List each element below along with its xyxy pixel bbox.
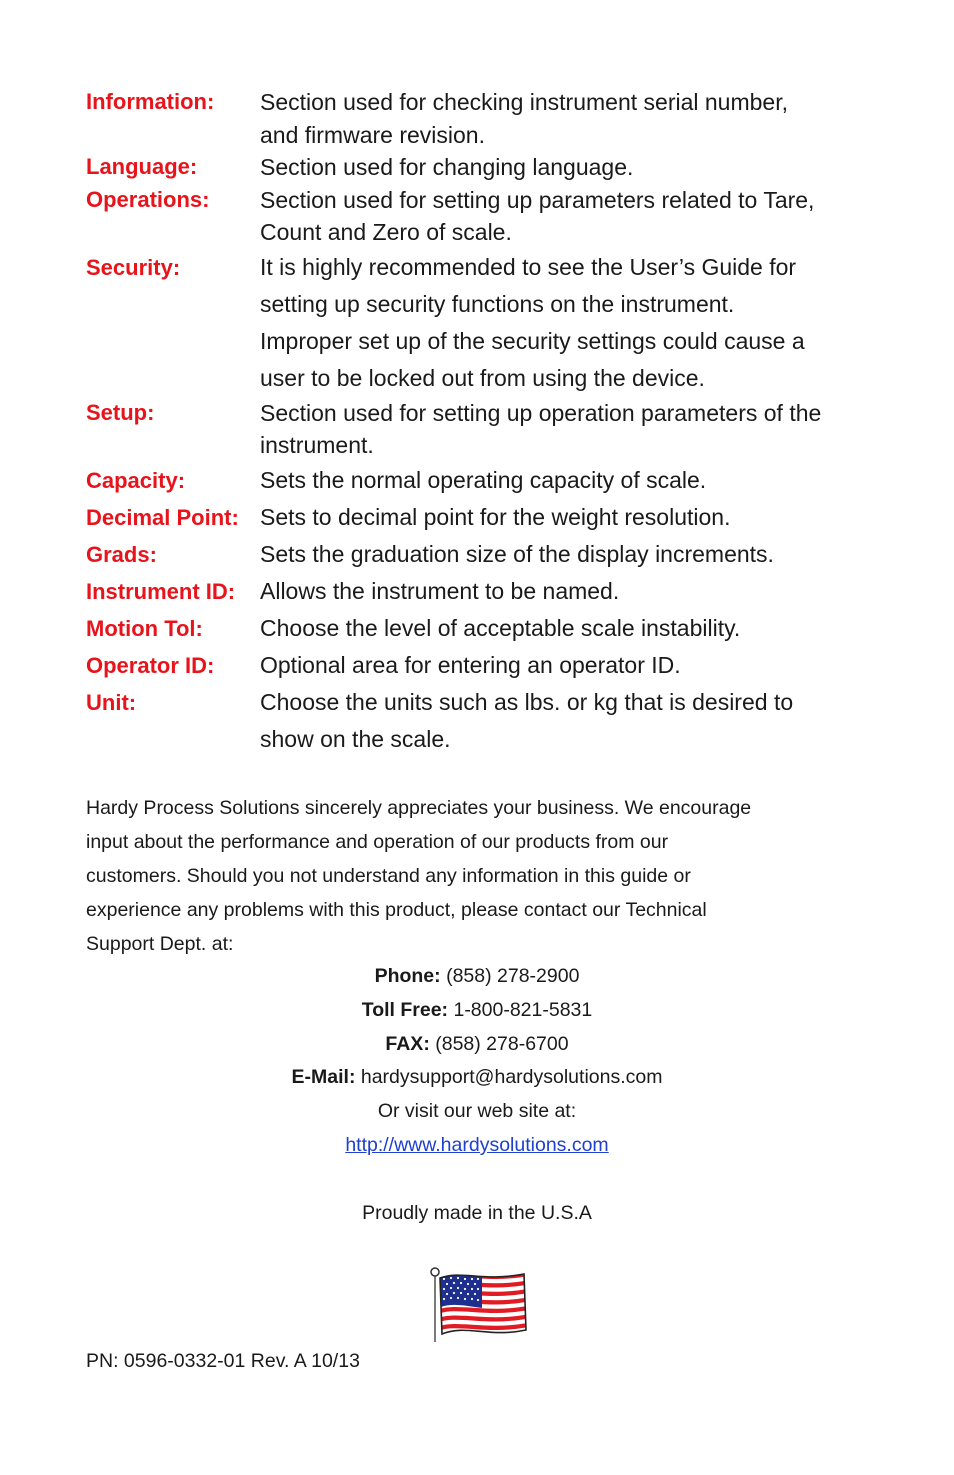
definition-item-instrument-id bbox=[86, 573, 886, 610]
fax-number: (858) 278-6700 bbox=[435, 1032, 569, 1055]
description-line: user to be locked out from using the device. bbox=[260, 364, 705, 391]
definition-description bbox=[260, 86, 886, 151]
definition-item-decimal-point bbox=[86, 499, 886, 536]
definition-item-capacity bbox=[86, 462, 886, 499]
phone-label: Phone: bbox=[374, 965, 441, 987]
description-line: and firmware revision. bbox=[260, 121, 485, 148]
contact-block bbox=[0, 960, 954, 1163]
description-line: Allows the instrument to be named. bbox=[260, 577, 620, 604]
definition-description bbox=[260, 151, 886, 184]
definition-description bbox=[260, 610, 886, 647]
definition-term: Setup: bbox=[86, 399, 155, 425]
definition-item-language bbox=[86, 151, 886, 184]
definition-item-unit bbox=[86, 684, 886, 758]
definition-term: Decimal Point: bbox=[86, 504, 239, 530]
definition-item-security bbox=[86, 249, 886, 397]
definition-term: Operator ID: bbox=[86, 652, 215, 678]
description-line: Section used for changing language. bbox=[260, 154, 634, 180]
description-line: Improper set up of the security settings could cause a bbox=[260, 327, 805, 354]
definition-description bbox=[260, 499, 886, 536]
definition-term: Security: bbox=[86, 254, 181, 280]
description-line: Choose the level of acceptable scale instability. bbox=[260, 614, 741, 641]
paragraph-line: Hardy Process Solutions sincerely appreciates your business. We encourage bbox=[86, 797, 752, 819]
description-line: Count and Zero of scale. bbox=[260, 219, 512, 245]
phone-number: (858) 278-2900 bbox=[446, 965, 580, 987]
fax-line bbox=[0, 1028, 954, 1062]
paragraph-line: experience any problems with this product, please contact our Technical bbox=[86, 899, 707, 921]
visit-text: Or visit our web site at: bbox=[377, 1100, 577, 1123]
definition-term: Unit: bbox=[86, 689, 137, 715]
description-line: Choose the units such as lbs. or kg that is desired to bbox=[260, 688, 794, 715]
description-line: Sets to decimal point for the weight resolution. bbox=[260, 503, 731, 530]
definition-term: Operations: bbox=[86, 186, 210, 212]
tollfree-line bbox=[0, 994, 954, 1028]
email-address: hardysupport@hardysolutions.com bbox=[360, 1066, 663, 1089]
website-line bbox=[0, 1129, 954, 1163]
description-line: show on the scale. bbox=[260, 725, 451, 752]
definition-item-motion-tol bbox=[86, 610, 886, 647]
definition-term: Motion Tol: bbox=[86, 615, 203, 641]
definition-term: Language: bbox=[86, 154, 198, 179]
definition-item-grads bbox=[86, 536, 886, 573]
part-number: PN: 0596-0332-01 Rev. A 10/13 bbox=[86, 1350, 360, 1372]
description-line: Sets the normal operating capacity of scale. bbox=[260, 466, 707, 493]
description-line: It is highly recommended to see the User’s Guide for bbox=[260, 253, 797, 280]
definition-term: Grads: bbox=[86, 541, 157, 567]
definition-description bbox=[260, 184, 886, 249]
definition-term: Instrument ID: bbox=[86, 578, 236, 604]
website-link[interactable]: http://www.hardysolutions.com bbox=[345, 1133, 609, 1156]
email-label: E-Mail: bbox=[291, 1066, 356, 1089]
definition-term: Capacity: bbox=[86, 467, 186, 493]
description-line: Section used for setting up parameters related to Tare, bbox=[260, 186, 815, 213]
description-line: Sets the graduation size of the display increments. bbox=[260, 540, 774, 567]
us-flag-icon bbox=[426, 1264, 530, 1344]
definition-item-information bbox=[86, 86, 886, 151]
description-line: setting up security functions on the instrument. bbox=[260, 290, 735, 317]
definition-item-setup bbox=[86, 397, 886, 462]
definition-description bbox=[260, 249, 886, 397]
definition-item-operations bbox=[86, 184, 886, 249]
definition-item-operator-id bbox=[86, 647, 886, 684]
definition-list bbox=[86, 86, 886, 758]
tollfree-label: Toll Free: bbox=[361, 998, 449, 1021]
definition-description bbox=[260, 647, 886, 684]
description-line: Optional area for entering an operator ID. bbox=[260, 651, 681, 678]
description-line: Section used for setting up operation parameters of the bbox=[260, 399, 822, 426]
email-line bbox=[0, 1061, 954, 1095]
description-line: Section used for checking instrument serial number, bbox=[260, 89, 788, 115]
paragraph-line: input about the performance and operation of our products from our bbox=[86, 831, 669, 853]
paragraph-line: customers. Should you not understand any information in this guide or bbox=[86, 865, 691, 887]
description-line: instrument. bbox=[260, 432, 374, 458]
paragraph-line: Support Dept. at: bbox=[86, 933, 234, 955]
support-intro-paragraph bbox=[86, 791, 846, 961]
definition-description bbox=[260, 684, 886, 758]
definition-description bbox=[260, 462, 886, 499]
made-in-usa-text: Proudly made in the U.S.A bbox=[362, 1202, 592, 1224]
definition-description bbox=[260, 397, 886, 462]
definition-term: Information: bbox=[86, 89, 215, 114]
fax-label: FAX: bbox=[385, 1032, 430, 1055]
tollfree-number: 1-800-821-5831 bbox=[453, 998, 593, 1021]
definition-description bbox=[260, 573, 886, 610]
definition-description bbox=[260, 536, 886, 573]
phone-line bbox=[0, 960, 954, 994]
